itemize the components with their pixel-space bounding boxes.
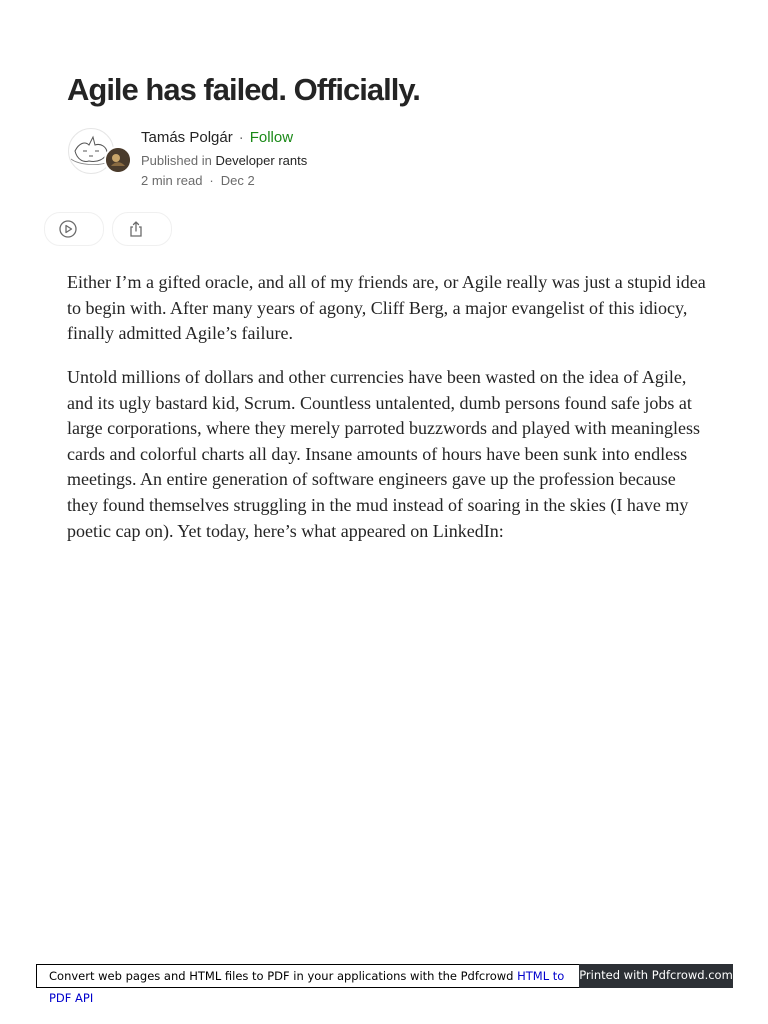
separator-dot: · <box>209 173 214 188</box>
paragraph-1: Either I’m a gifted oracle, and all of my friends are, or Agile really was just a stupid idea to begin with. After many years of agony, Cliff Berg, a major evangelist of this idiocy, finally admitted Agile’s failure. <box>67 272 706 344</box>
published-in-label: Published in <box>141 153 212 168</box>
share-button[interactable] <box>112 212 172 246</box>
footer-text: Convert web pages and HTML files to PDF in your applications with the Pdfcrowd <box>49 969 514 983</box>
play-circle-icon <box>59 220 77 238</box>
pdfcrowd-footer <box>36 964 733 1005</box>
publication-name[interactable]: Developer rants <box>215 153 308 168</box>
publication-avatar[interactable] <box>104 146 132 174</box>
follow-button[interactable]: Follow <box>249 129 294 146</box>
listen-button[interactable] <box>44 212 104 246</box>
paragraph-2: Untold millions of dollars and other currencies have been wasted on the idea of Agile, and its ugly bastard kid, Scrum. Countless untalented, dumb persons found safe jobs at large corporations, where they merely parroted buzzwords and played with meaningless cards and colorful charts all day. Insane amounts of hours have been sunk into endless meetings. An entire generation of software engineers gave up the profession because they found themselves struggling in the mud instead of soaring in the skies (I have my poetic cap on). Yet today, here’s what appeared on LinkedIn: <box>67 367 700 541</box>
publish-date: Dec 2 <box>220 173 255 188</box>
author-name[interactable]: Tamás Polgár <box>141 129 233 146</box>
footer-link[interactable]: HTML to PDF API <box>49 969 565 1005</box>
read-time: 2 min read <box>141 173 203 188</box>
footer-badge[interactable]: Printed with Pdfcrowd.com <box>579 964 733 988</box>
publication-line <box>141 151 307 171</box>
read-meta <box>141 171 255 191</box>
publication-logo-icon <box>106 148 130 172</box>
article-title: Agile has failed. Officially. <box>67 72 420 107</box>
footer-notice <box>36 964 591 1005</box>
author-line <box>141 128 293 148</box>
separator-dot: · <box>238 129 244 146</box>
share-icon <box>127 220 145 238</box>
